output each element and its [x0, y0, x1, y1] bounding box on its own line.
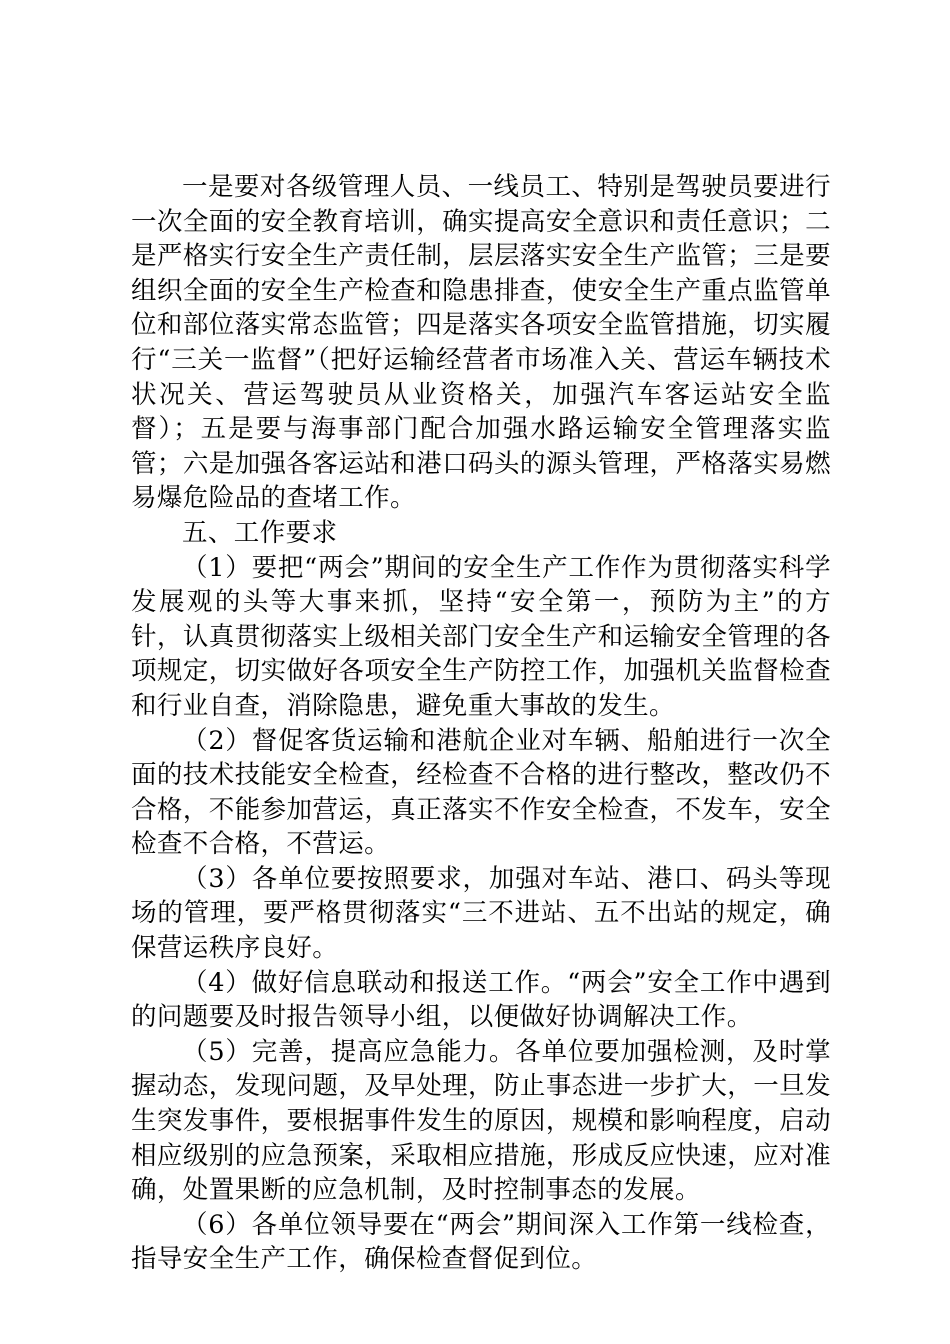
- paragraph-safety-measures: 一是要对各级管理人员、一线员工、特别是驾驶员要进行一次全面的安全教育培训，确实提高安全意识和责任意识；二是严格实行安全生产责任制，层层落实安全生产监管；三是要组织全面的安全生产检查和隐患排查，使安全生产重点监管单位和部位落实常态监管；四是落实各项安全监管措施，切实履行“三关一监督”（把好运输经营者市场准入关、营运车辆技术状况关、营运驾驶员从业资格关，加强汽车客运站安全监督）；五是要与海事部门配合加强水路运输安全管理落实监管；六是加强各客运站和港口码头的源头管理，严格落实易燃易爆危险品的查堵工作。: [131, 172, 831, 514]
- paragraph-requirement-5: （5）完善，提高应急能力。各单位要加强检测，及时掌握动态，发现问题，及早处理，防止事态进一步扩大，一旦发生突发事件，要根据事件发生的原因，规模和影响程度，启动相应级别的应急预案，采取相应措施，形成反应快速，应对准确，处置果断的应急机制，及时控制事态的发展。: [131, 1036, 831, 1206]
- paragraph-requirement-1: （1）要把“两会”期间的安全生产工作作为贯彻落实科学发展观的头等大事来抓，坚持“安全第一，预防为主”的方针，认真贯彻落实上级相关部门安全生产和运输安全管理的各项规定，切实做好各项安全生产防控工作，加强机关监督检查和行业自查，消除隐患，避免重大事故的发生。: [131, 552, 831, 721]
- paragraph-requirement-6: （6）各单位领导要在“两会”期间深入工作第一线检查，指导安全生产工作，确保检查督促到位。: [131, 1209, 831, 1275]
- paragraph-requirement-2: （2）督促客货运输和港航企业对车辆、船舶进行一次全面的技术技能安全检查，经检查不合格的进行整改，整改仍不合格，不能参加营运，真正落实不作安全检查，不发车，安全检查不合格，不营运。: [131, 725, 831, 860]
- paragraph-requirement-4: （4）做好信息联动和报送工作。“两会”安全工作中遇到的问题要及时报告领导小组，以便做好协调解决工作。: [131, 967, 831, 1033]
- paragraph-requirement-3: （3）各单位要按照要求，加强对车站、港口、码头等现场的管理，要严格贯彻落实“三不进站、五不出站的规定，确保营运秩序良好。: [131, 863, 831, 964]
- document-page: [131, 170, 831, 1277]
- section-heading-work-requirements: 五、工作要求: [182, 517, 338, 548]
